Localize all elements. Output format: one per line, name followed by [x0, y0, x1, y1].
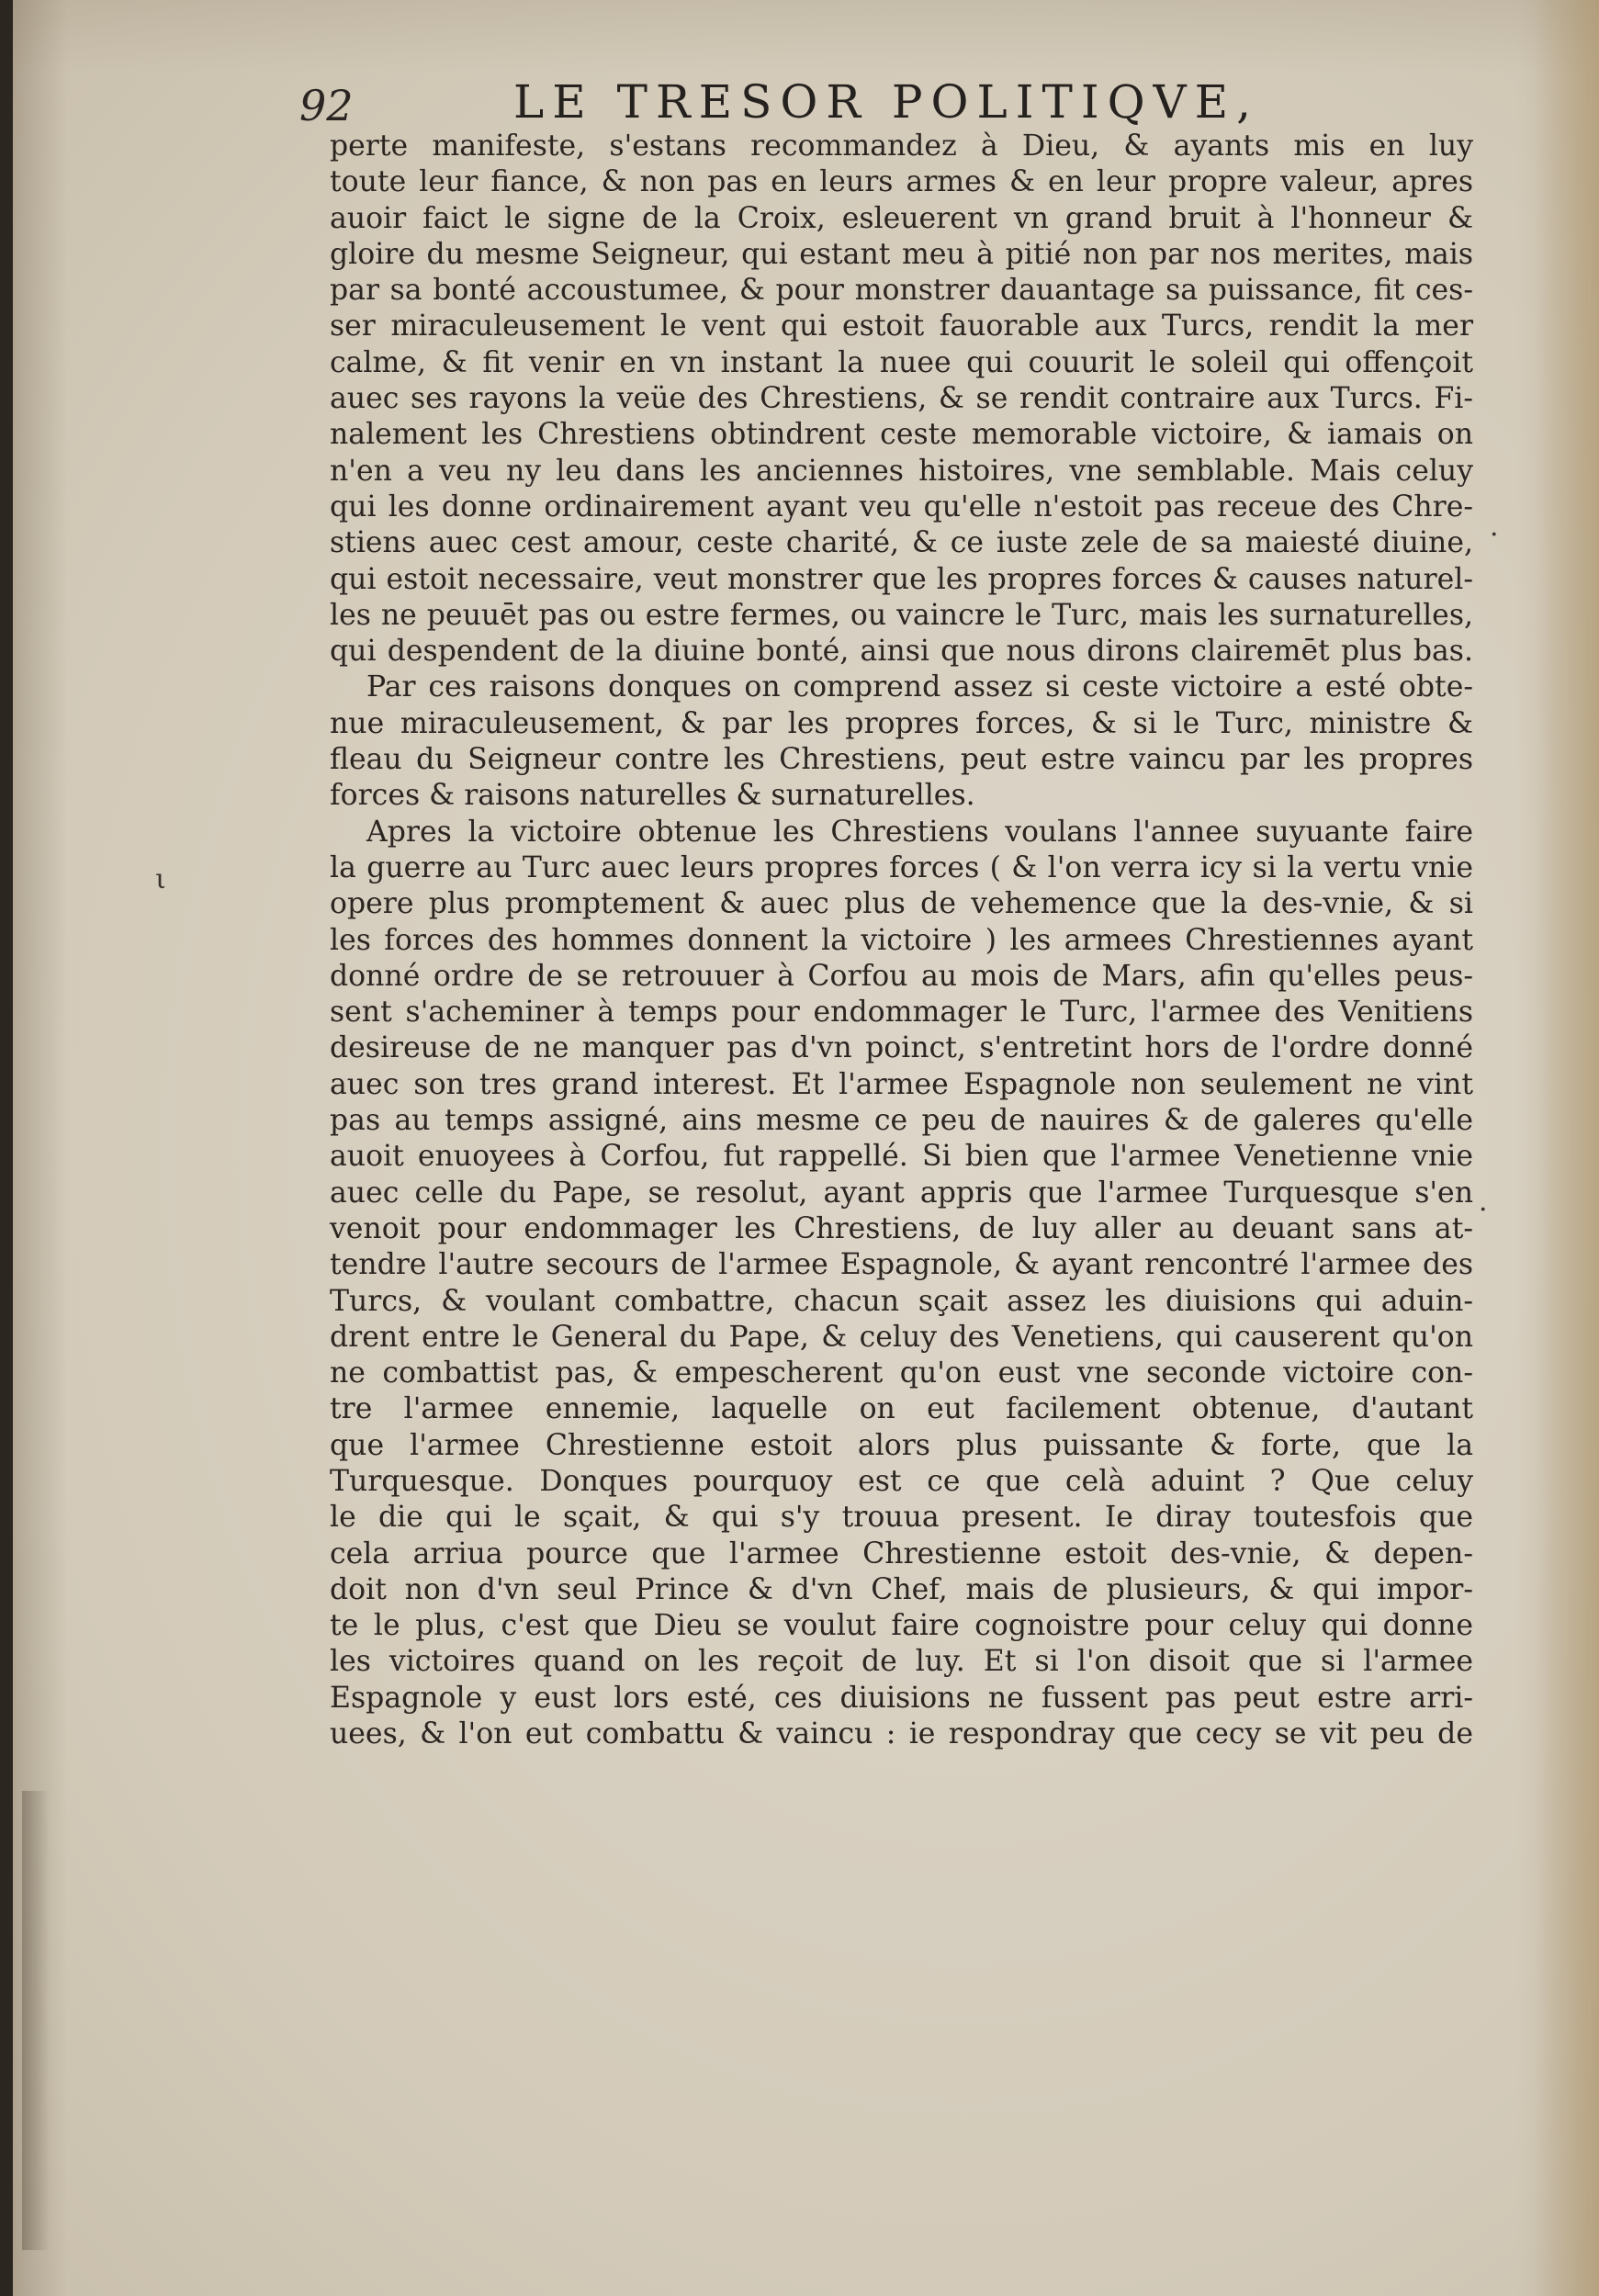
text-line: drent entre le General du Pape, & celuy des Venetiens, qui causerent qu'on: [330, 1320, 1473, 1354]
page-edge-stain: [22, 1791, 50, 2250]
text-line: n'en a veu ny leu dans les anciennes histoires, vne semblable. Mais celuy: [330, 454, 1473, 488]
text-line: calme, & fit venir en vn instant la nuee qui couurit le soleil qui offençoit: [330, 345, 1473, 379]
text-line: que l'armee Chrestienne estoit alors plus puissante & forte, que la: [330, 1428, 1473, 1462]
right-margin-mark: ·: [1490, 519, 1499, 551]
text-line: le die qui le sçait, & qui s'y trouua present. Ie diray toutesfois que: [330, 1501, 1473, 1535]
text-line: fleau du Seigneur contre les Chrestiens, peut estre vaincu par les propres: [330, 743, 1473, 777]
text-line: ne combattist pas, & empescherent qu'on eust vne seconde victoire con-: [330, 1356, 1473, 1390]
text-line: nue miraculeusement, & par les propres forces, & si le Turc, ministre &: [330, 706, 1473, 740]
text-line: venoit pour endommager les Chrestiens, de luy aller au deuant sans at-: [330, 1211, 1473, 1245]
text-line: par sa bonté accoustumee, & pour monstrer dauantage sa puissance, fit ces-: [330, 274, 1473, 308]
text-line: Turquesque. Donques pourquoy est ce que celà aduint ? Que celuy: [330, 1464, 1473, 1498]
text-line: toute leur fiance, & non pas en leurs armes & en leur propre valeur, apres: [330, 165, 1473, 199]
text-line: gloire du mesme Seigneur, qui estant meu à pitié non par nos merites, mais: [330, 237, 1473, 271]
text-line: stiens auec cest amour, ceste charité, & ce iuste zele de sa maiesté diuine,: [330, 526, 1473, 560]
body-text: [330, 129, 1473, 1752]
text-line: auec celle du Pape, se resolut, ayant appris que l'armee Turquesque s'en: [330, 1176, 1473, 1210]
text-line: doit non d'vn seul Prince & d'vn Chef, mais de plusieurs, & qui impor-: [330, 1572, 1473, 1606]
text-line: uees, & l'on eut combattu & vaincu : ie respondray que cecy se vit peu de: [330, 1717, 1473, 1751]
text-line: ser miraculeusement le vent qui estoit fauorable aux Turcs, rendit la mer: [330, 310, 1473, 343]
text-line: auoir faict le signe de la Croix, esleuerent vn grand bruit à l'honneur &: [330, 201, 1473, 235]
left-margin-mark: ι: [155, 863, 166, 895]
running-title: LE TRESOR POLITIQVE,: [513, 75, 1260, 129]
text-line: forces & raisons naturelles & surnaturelles.: [330, 779, 975, 813]
text-line: les ne peuuēt pas ou estre fermes, ou vaincre le Turc, mais les surnaturelles,: [330, 598, 1473, 632]
text-line: tendre l'autre secours de l'armee Espagnole, & ayant rencontré l'armee des: [330, 1248, 1473, 1282]
text-line: te le plus, c'est que Dieu se voulut faire cognoistre pour celuy qui donne: [330, 1609, 1473, 1643]
text-line: Espagnole y eust lors esté, ces diuisions ne fussent pas peut estre arri-: [330, 1681, 1473, 1715]
text-line: Turcs, & voulant combattre, chacun sçait assez les diuisions qui aduin-: [330, 1284, 1473, 1318]
text-line: sent s'acheminer à temps pour endommager le Turc, l'armee des Venitiens: [330, 996, 1473, 1030]
text-line: pas au temps assigné, ains mesme ce peu de nauires & de galeres qu'elle: [330, 1104, 1473, 1138]
text-line: qui despendent de la diuine bonté, ainsi que nous dirons clairemēt plus bas.: [330, 635, 1473, 669]
text-line: auec son tres grand interest. Et l'armee Espagnole non seulement ne vint: [330, 1067, 1473, 1101]
text-line: opere plus promptement & auec plus de vehemence que la des-vnie, & si: [330, 887, 1473, 921]
text-line: les victoires quand on les reçoit de luy. Et si l'on disoit que si l'armee: [330, 1645, 1473, 1679]
text-line: cela arriua pource que l'armee Chrestienne estoit des-vnie, & depen-: [330, 1536, 1473, 1570]
text-line: nalement les Chrestiens obtindrent ceste memorable victoire, & iamais on: [330, 418, 1473, 452]
page-spine-shadow: [1535, 0, 1599, 2296]
text-line: tre l'armee ennemie, laquelle on eut facilement obtenue, d'autant: [330, 1392, 1473, 1426]
text-line: les forces des hommes donnent la victoire ) les armees Chrestiennes ayant: [330, 923, 1473, 957]
text-line: qui les donne ordinairement ayant veu qu'elle n'estoit pas receue des Chre-: [330, 490, 1473, 523]
right-margin-mark: ·: [1479, 1194, 1488, 1226]
text-line: donné ordre de se retrouuer à Corfou au mois de Mars, afin qu'elles peus-: [330, 959, 1473, 993]
text-line: Apres la victoire obtenue les Chrestiens voulans l'annee suyuante faire: [366, 815, 1473, 849]
text-line: auec ses rayons la veüe des Chrestiens, & se rendit contraire aux Turcs. Fi-: [330, 382, 1473, 416]
text-line: auoit enuoyees à Corfou, fut rappellé. Si bien que l'armee Venetienne vnie: [330, 1140, 1473, 1174]
page-number: 92: [299, 81, 354, 130]
text-line: desireuse de ne manquer pas d'vn poinct, s'entretint hors de l'ordre donné: [330, 1031, 1473, 1065]
text-line: qui estoit necessaire, veut monstrer que les propres forces & causes naturel-: [330, 562, 1473, 596]
text-line: la guerre au Turc auec leurs propres forces ( & l'on verra icy si la vertu vnie: [330, 850, 1473, 884]
text-line: perte manifeste, s'estans recommandez à Dieu, & ayants mis en luy: [330, 129, 1473, 163]
book-page: [13, 0, 1599, 2296]
text-line: Par ces raisons donques on comprend assez si ceste victoire a esté obte-: [366, 670, 1473, 704]
